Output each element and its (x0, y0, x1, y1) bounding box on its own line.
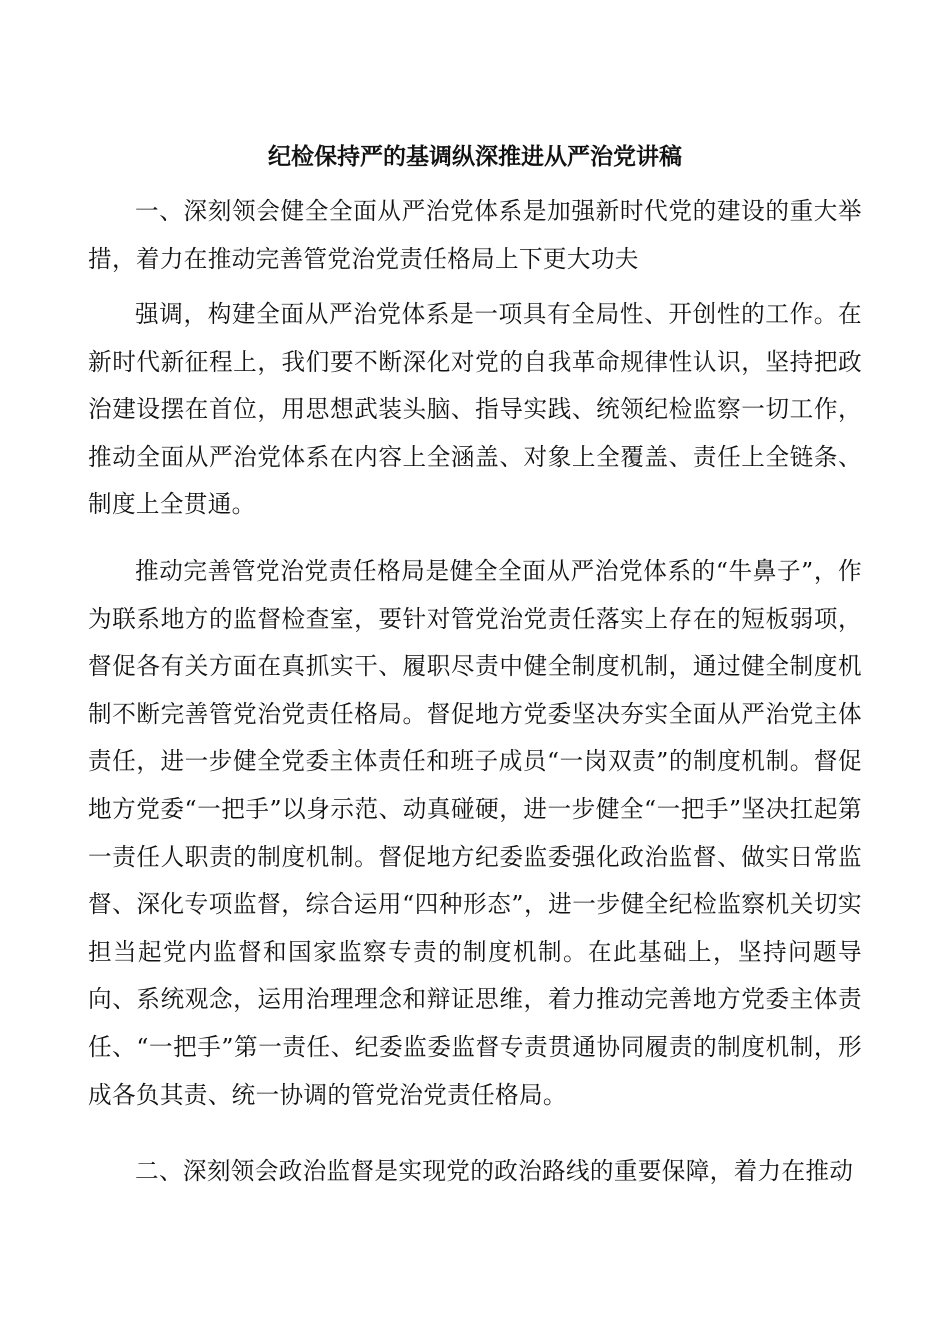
document-title: 纪检保持严的基调纵深推进从严治党讲稿 (268, 144, 682, 170)
section-heading-2: 二、深刻领会政治监督是实现党的政治路线的重要保障，着力在推动 (135, 1157, 854, 1185)
body-paragraph: 推动完善管党治党责任格局是健全全面从严治党体系的“牛鼻子”，作为联系地方的监督检查室，要针对管党治党责任落实上存在的短板弱项，督促各有关方面在真抓实干、履职尽责中健全制度机制，通过健全制度机制不断完善管党治党责任格局。督促地方党委坚决夯实全面从严治党主体责任，进一步健全党委主体责任和班子成员“一岗双责”的制度机制。督促地方党委“一把手”以身示范、动真碰硬，进一步健全“一把手”坚决扛起第一责任人职责的制度机制。督促地方纪委监委强化政治监督、做实日常监督、深化专项监督，综合运用“四种形态”，进一步健全纪检监察机关切实担当起党内监督和国家监察专责的制度机制。在此基础上，坚持问题导向、系统观念，运用治理理念和辩证思维，着力推动完善地方党委主体责任、“一把手”第一责任、纪委监委监督专责贯通协同履责的制度机制，形成各负其责、统一协调的管党治党责任格局。 (88, 557, 862, 1109)
body-paragraph: 强调，构建全面从严治党体系是一项具有全局性、开创性的工作。在新时代新征程上，我们要不断深化对党的自我革命规律性认识，坚持把政治建设摆在首位，用思想武装头脑、指导实践、统领纪检监察一切工作，推动全面从严治党体系在内容上全涵盖、对象上全覆盖、责任上全链条、制度上全贯通。 (88, 300, 862, 519)
section-heading-1: 一、深刻领会健全全面从严治党体系是加强新时代党的建设的重大举措，着力在推动完善管党治党责任格局上下更大功夫 (88, 197, 862, 273)
